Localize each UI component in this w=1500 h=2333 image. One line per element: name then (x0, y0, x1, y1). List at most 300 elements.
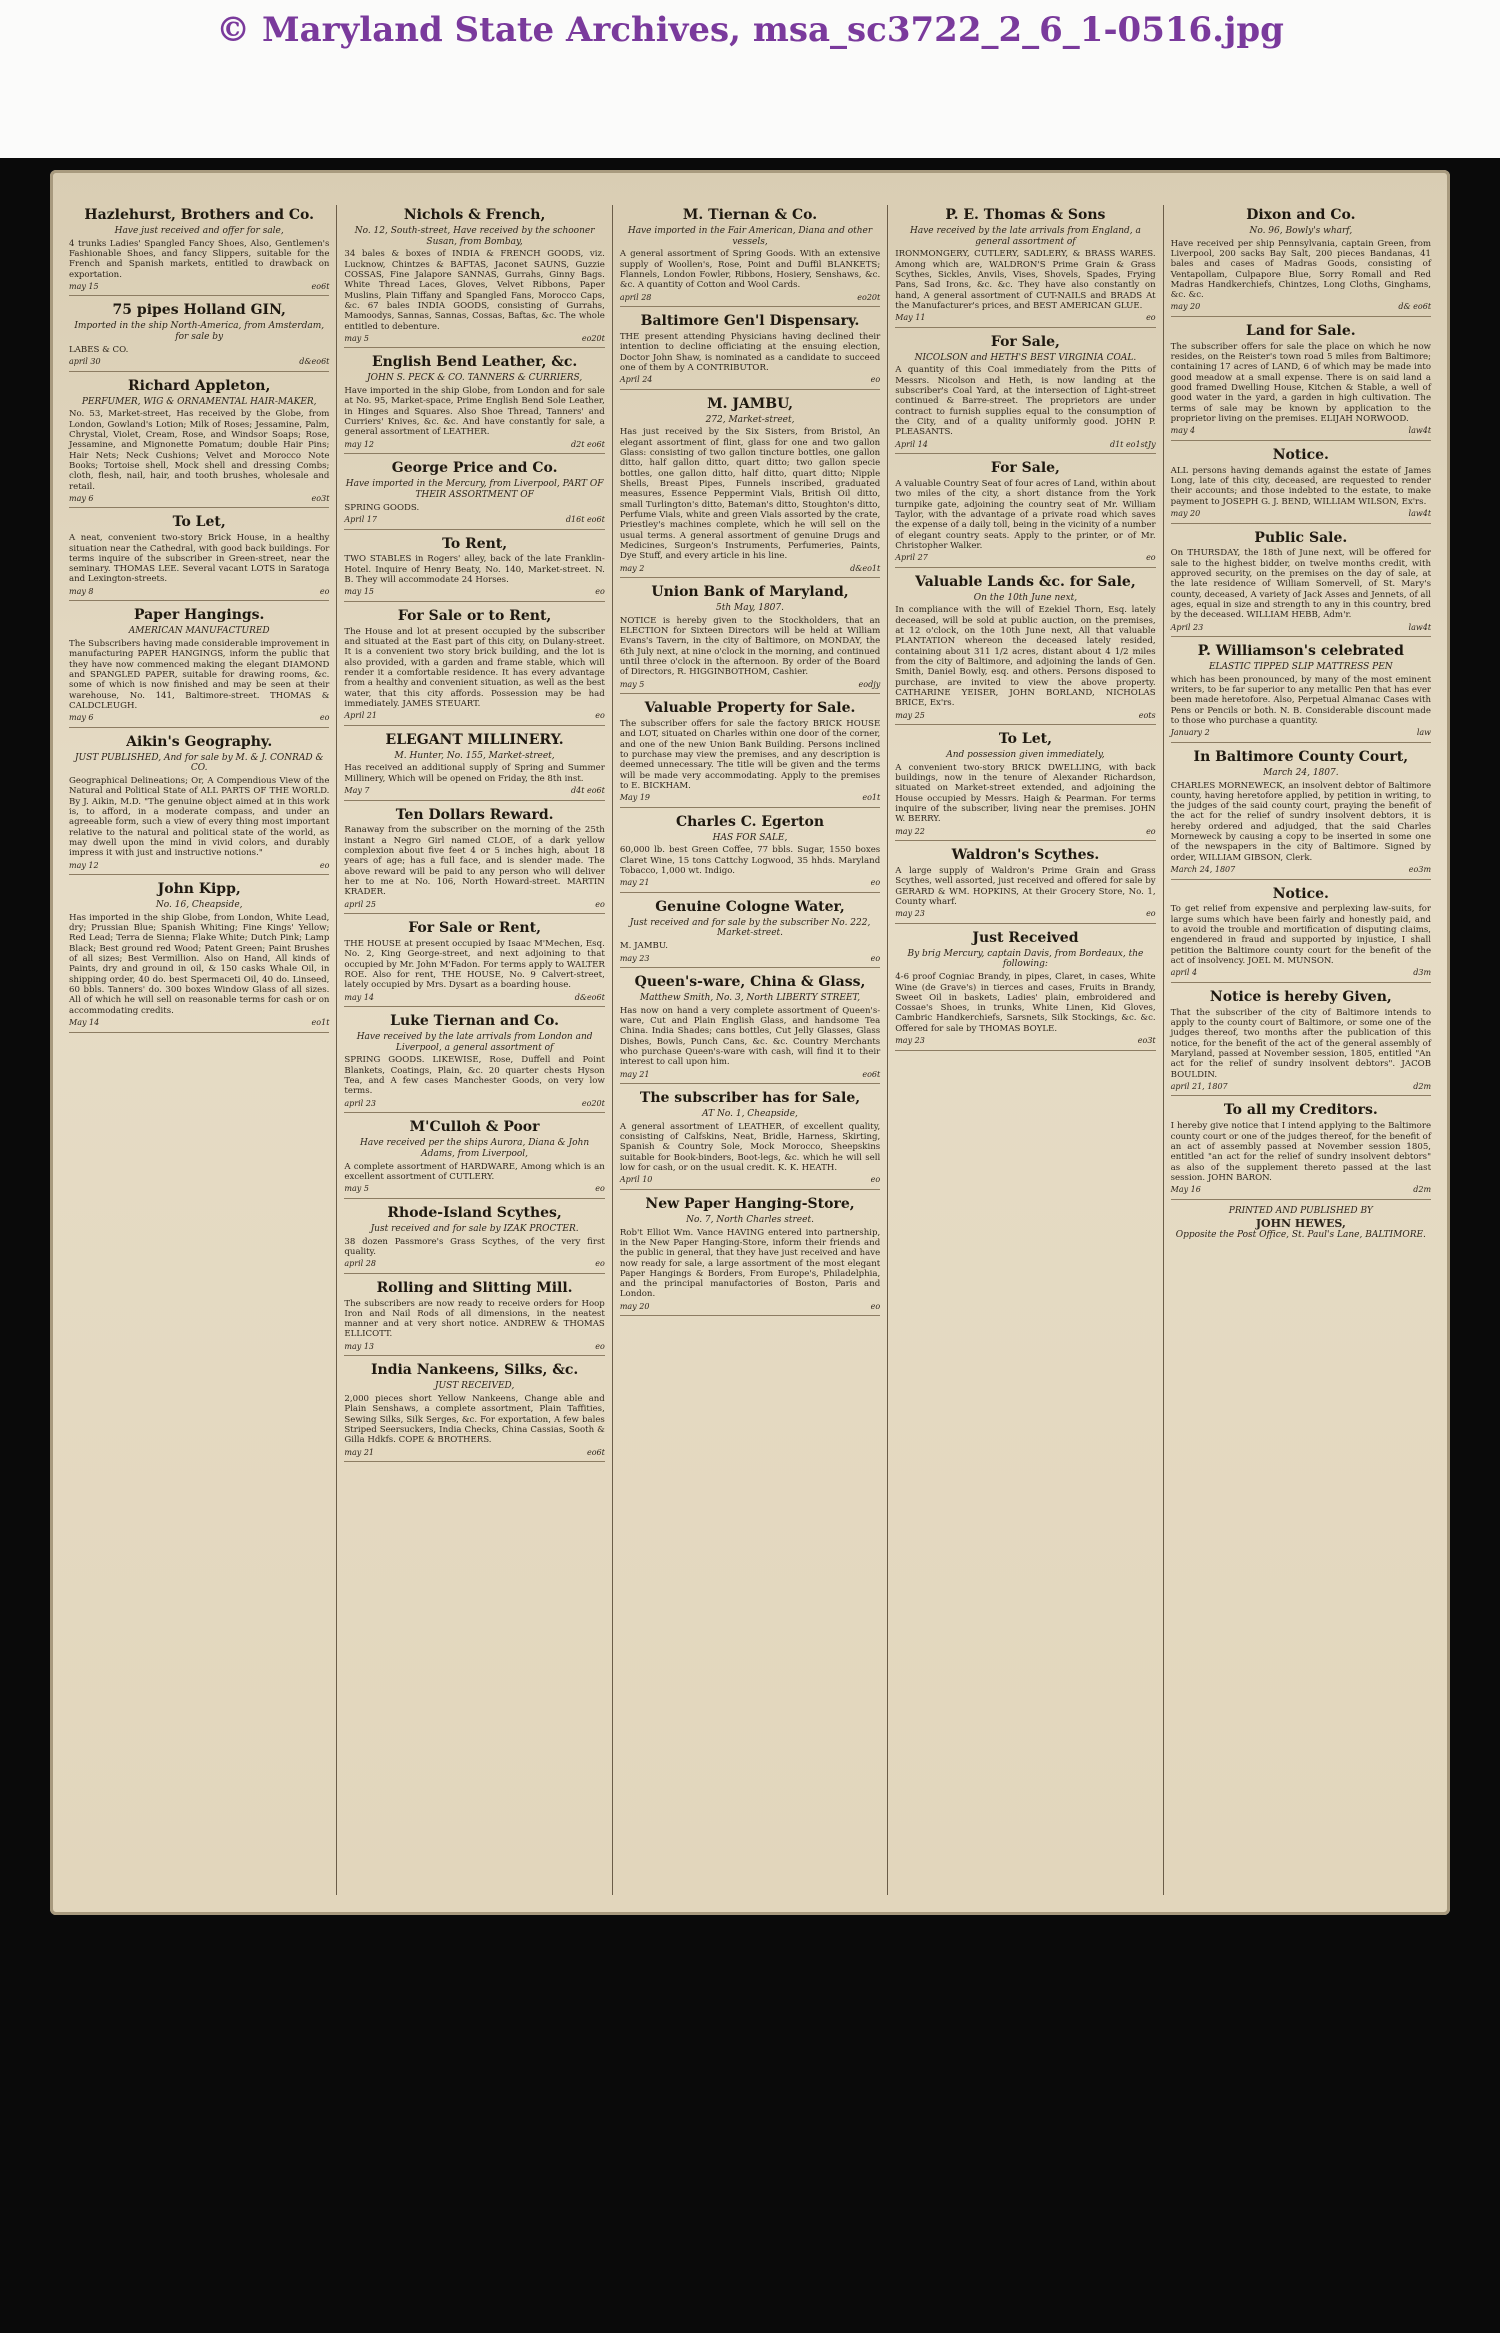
ad-date: may 5 (344, 333, 369, 343)
advertisement (895, 731, 1155, 841)
ad-code: eo (319, 586, 330, 596)
ad-title: Queen's-ware, China & Glass, (634, 974, 866, 991)
ad-title: India Nankeens, Silks, &c. (370, 1362, 579, 1379)
ad-subtitle: March 24, 1807. (1263, 767, 1339, 778)
ad-title: Valuable Lands &c. for Sale, (915, 573, 1136, 590)
ad-code: eo (595, 587, 605, 597)
ad-code: eo (319, 860, 330, 870)
ad-meta (1171, 1082, 1431, 1092)
ad-date: may 4 (1170, 426, 1196, 436)
ad-title: Just Received (972, 929, 1079, 946)
ad-body: A complete assortment of HARDWARE, Among which is an excellent assortment of CUTLERY. (344, 1161, 605, 1183)
ad-code: law4t (1408, 509, 1432, 518)
ad-date: april 28 (619, 292, 652, 302)
ad-code: eo3m (1408, 865, 1432, 875)
ad-meta (344, 1259, 604, 1269)
ad-code: eots (1138, 710, 1156, 720)
advertisement (1171, 749, 1431, 880)
ad-meta (1171, 426, 1431, 436)
advertisement (344, 1119, 604, 1199)
ad-title: To Let, (998, 731, 1052, 748)
advertisement (620, 1196, 880, 1316)
ad-code: eo (870, 953, 881, 963)
ad-title: Union Bank of Maryland, (651, 584, 849, 601)
ad-date: may 5 (344, 1184, 369, 1194)
ad-title: Rhode-Island Scythes, (387, 1204, 562, 1221)
ad-subtitle: Have received by the late arrivals from London and Liverpool, a general assortment of (356, 1031, 593, 1053)
ad-code: eo20t (581, 333, 605, 343)
ad-title: For Sale or Rent, (408, 920, 541, 937)
ad-body: A general assortment of Spring Goods. With an extensive supply of Woollen's, Rose, Point and Duffil BLANKETS; Flannels, London Fowler, Ribbons, Hosiery, Senshaws, &c. &c. A quantity of Cotton and Wool Cards. (619, 249, 881, 291)
ad-code: law4t (1408, 622, 1432, 632)
ad-body: 34 bales & boxes of INDIA & FRENCH GOODS, viz. Lucknow, Chintzes & BAFTAS, Jaconet SAUNS, Guzzie COSSAS, Fine Jalapore SANNAS, Gurrahs, Ginny Bags. White Thread Laces, Gloves, Velvet Ribbons, Paper Muslins, Plain Tiffany and Spangled Fans, Morocco Caps, &c. 67 bales INDIA GOODS, consisting of Gurrahs, Mamoodys, Sannas, Sannas, Cossas, Baftas, &c. The whole entitled to debenture. (344, 249, 605, 332)
ad-title: M'Culloh & Poor (409, 1119, 540, 1136)
ad-title: To all my Creditors. (1223, 1102, 1378, 1119)
newspaper-column-5 (1164, 205, 1438, 1895)
ad-meta (620, 793, 880, 803)
ad-subtitle: Imported in the ship North-America, from Amsterdam, for sale by (74, 321, 325, 343)
ad-meta (895, 440, 1155, 450)
ad-body: Ranaway from the subscriber on the morning of the 25th instant a Negro Girl named CLOE, of a dark yellow complexion about five feet 4 or 5 inches high, about 18 years of age; has a full face, and is slender made. The above reward will be paid to any person who will deliver her to me at No. 106, North Howard-street. MARTIN KRADER. (344, 825, 605, 898)
ad-subtitle: PERFUMER, WIG & ORNAMENTAL HAIR-MAKER, (81, 396, 317, 407)
ad-code: eo6t (586, 1447, 605, 1457)
advertisement (620, 700, 880, 808)
advertisement (895, 460, 1155, 568)
ad-body: In compliance with the will of Ezekiel Thorn, Esq. lately deceased, will be sold at public auction, on the premises, at 12 o'clock, on the 10th June next, All that valuable PLANTATION whereon the deceased lately resided, containing about 311 1/2 acres, distant about 4 1/2 miles from the city of Baltimore, and adjoining the lands of Gen. Smith, Daniel Bowly, esq. and others. Persons disposed to purchase, are invited to view the above property. CATHARINE YEISER, JOHN BORLAND, NICHOLAS BRICE, Ex'rs. (895, 605, 1156, 709)
ad-code: eo (595, 1341, 605, 1351)
ad-body: Rob't Elliot Wm. Vance HAVING entered into partnership, in the New Paper Hanging-Store, inform their friends and the public in general, that they have just received and have now ready for sale, a large assortment of the most elegant Paper Hangings & Borders, From Europe's, Philadelphia, and the principal manufactories of Boston, Paris and London. (619, 1227, 881, 1300)
ad-meta (1171, 302, 1431, 312)
ad-title: In Baltimore County Court, (1193, 748, 1409, 765)
ad-code: d&eo6t (574, 992, 605, 1002)
ad-meta (344, 1184, 604, 1194)
ad-subtitle: JUST PUBLISHED, And for sale by M. & J. CONRAD & CO. (74, 752, 324, 774)
ad-title: Hazlehurst, Brothers and Co. (84, 207, 314, 223)
advertisement (895, 847, 1155, 924)
ad-date: april 4 (1170, 968, 1198, 978)
ad-meta (344, 587, 604, 597)
advertisement (895, 334, 1155, 454)
ad-code: d3m (1413, 968, 1432, 978)
ad-title: The subscriber has for Sale, (639, 1090, 861, 1107)
ad-title: Public Sale. (1254, 529, 1348, 546)
ad-meta (620, 1302, 880, 1312)
ad-date: may 6 (69, 713, 94, 723)
ad-date: april 25 (344, 899, 376, 909)
advertisement (1171, 323, 1431, 441)
ad-meta (895, 1036, 1155, 1046)
ad-meta (69, 713, 329, 723)
ad-meta (344, 1099, 604, 1109)
ad-code: d4t eo6t (570, 785, 605, 795)
advertisement (620, 396, 880, 578)
ad-meta (620, 954, 880, 964)
ad-meta (344, 440, 604, 450)
ad-subtitle: AT No. 1, Cheapside, (702, 1109, 798, 1120)
ad-title: Valuable Property for Sale. (644, 700, 856, 717)
ad-date: may 21 (619, 878, 650, 888)
ad-body: TWO STABLES in Rogers' alley, back of the late Franklin-Hotel. Inquire of Henry Beaty, No. 140, Market-street. N. B. They will accommodate 24 Horses. (344, 554, 605, 585)
advertisement (344, 1013, 604, 1113)
ad-date: May 11 (895, 313, 926, 323)
ad-body: A general assortment of LEATHER, of excellent quality, consisting of Calfskins, Neat, Bridle, Harness, Skirting, Spanish & Country Sole, Mock Morocco, Sheepskins suitable for Book-binders, Boot-legs, &c. which he will sell low for cash, or on the usual credit. K. K. HEATH. (619, 1121, 881, 1174)
ad-code: d1t eo1stJy (1109, 439, 1156, 449)
advertisement (1171, 207, 1431, 317)
ad-subtitle: HAS FOR SALE, (712, 832, 788, 843)
ad-code: eo (1146, 909, 1156, 919)
ad-title: John Kipp, (157, 881, 241, 898)
ad-code: eo1t (862, 793, 881, 803)
ad-body: THE HOUSE at present occupied by Isaac M'Mechen, Esq. No. 2, King George-street, and next adjoining to that occupied by Mr. John M'Fadon. For terms apply to WALTER ROE. Also for rent, THE HOUSE, No. 9 Calvert-street, lately occupied by Mrs. Dysart as a boarding house. (344, 938, 605, 991)
ad-body: 60,000 lb. best Green Coffee, 77 bbls. Sugar, 1550 boxes Claret Wine, 15 tons Cattchy Logwood, 35 hhds. Maryland Tobacco, 1,000 wt. Indigo. (619, 845, 881, 876)
ad-date: april 28 (344, 1259, 376, 1269)
ad-title: Nichols & French, (403, 207, 546, 223)
ad-code: d&eo6t (299, 357, 330, 367)
ad-meta (1171, 865, 1431, 875)
ad-body: Has imported in the ship Globe, from London, White Lead, dry; Prussian Blue; Spanish Whiting; Fine Kings' Yellow; Red Lead; Terra de Sienna; Flake White; Dutch Pink; Lamp Black; Best ground red Wood; Patent Green; Paint Brushes of all sizes; Best Vermillion. Also on Hand, All kinds of Paints, dry and ground in oil, & 150 casks Whale Oil, in shipping order, 40 do. best Spermaceti Oil, 40 do. Linseed, 60 bbls. Tanners' do. 300 boxes Window Glass of all sizes. All of which he will sell on reasonable terms for cash or on accommodating credits. (69, 912, 330, 1016)
advertisement (344, 807, 604, 915)
ad-code: eo (595, 711, 605, 721)
ad-title: ELEGANT MILLINERY. (385, 731, 564, 748)
ad-date: May 16 (1170, 1185, 1201, 1195)
ad-body: Have imported in the ship Globe, from London and for sale at No. 95, Market-space, Prime English Bend Sole Leather, in Hinges and Squares. Also Shoe Thread, Tanners' and Curriers' Knives, &c. &c. And have constantly for sale, a general assortment of LEATHER. (344, 386, 605, 438)
ad-title: Luke Tiernan and Co. (390, 1013, 560, 1030)
ad-code: d2m (1413, 1185, 1432, 1195)
ad-date: April 14 (895, 439, 928, 449)
ad-code: d& eo6t (1398, 302, 1432, 312)
ad-date: may 15 (69, 281, 99, 291)
ad-meta (344, 993, 604, 1003)
ad-date: may 2 (619, 563, 645, 573)
ad-subtitle: JOHN S. PECK & CO. TANNERS & CURRIERS, (367, 373, 583, 384)
advertisement (620, 207, 880, 307)
ad-date: april 30 (69, 357, 101, 367)
ad-title: Charles C. Egerton (675, 813, 825, 830)
ad-code: eo6t (862, 1069, 881, 1079)
ad-code: eo (870, 375, 881, 385)
ad-date: may 20 (619, 1301, 650, 1311)
advertisement (344, 608, 604, 726)
ad-date: April 24 (619, 375, 653, 385)
advertisement (344, 1280, 604, 1357)
ad-title: P. E. Thomas & Sons (945, 207, 1106, 223)
ad-body: The subscribers are now ready to receive orders for Hoop Iron and Nail Rods of all dimensions, in the neatest manner and at very short notice. ANDREW & THOMAS ELLICOTT. (344, 1298, 605, 1340)
ad-body: The subscriber offers for sale the factory BRICK HOUSE and LOT, situated on Charles within one door of the corner, and one of the new Union Bank Building. Persons inclined to purchase may view the premises, and any description is deemed unnecessary. The title will be given and the terms will be made very accommodating. Apply to the premises to E. BICKHAM. (619, 718, 881, 791)
ad-code: eo (595, 1259, 605, 1269)
advertisement (895, 574, 1155, 725)
ad-subtitle: Just received and for sale by IZAK PROCTER. (370, 1223, 579, 1234)
ad-body: The House and lot at present occupied by the subscriber and situated at the East part of this city, on Dulany-street. It is a convenient two story brick building, and the lot is also provided, with a garden and frame stable, which will render it a comfortable residence. It has every advantage from a healthy and convenient situation, as well as the best water, that this city affords. Possession may be had immediately. JAMES STEUART. (344, 626, 605, 709)
ad-title: To Let, (172, 514, 226, 531)
ad-meta (344, 515, 604, 525)
ad-title: Aikin's Geography. (126, 733, 273, 750)
ad-date: May 14 (69, 1017, 100, 1027)
ad-subtitle: AMERICAN MANUFACTURED (128, 626, 270, 637)
advertisement (1171, 530, 1431, 638)
advertisement (1171, 989, 1431, 1097)
ad-date: April 23 (1170, 622, 1204, 632)
ad-body: A neat, convenient two-story Brick House, in a healthy situation near the Cathedral, with good back buildings. For terms inquire of the subscriber in Green-street, near the seminary. THOMAS LEE. Several vacant LOTS in Saratoga and Lexington-streets. (69, 533, 330, 585)
publisher-imprint (1171, 1206, 1431, 1241)
advertisement (69, 607, 329, 727)
ad-title: George Price and Co. (391, 460, 558, 477)
ad-date: may 25 (895, 710, 925, 720)
ad-meta (344, 1448, 604, 1458)
ad-code: eo (1146, 553, 1156, 563)
advertisement (344, 1362, 604, 1462)
ad-meta (344, 900, 604, 910)
advertisement (620, 313, 880, 390)
advertisement (344, 1205, 604, 1274)
ad-code: d&eo1t (850, 563, 881, 573)
ad-title: P. Williamson's celebrated (1197, 643, 1404, 660)
ad-code: eo (1146, 313, 1156, 323)
ad-code: eo3t (311, 493, 330, 503)
ad-meta (344, 1342, 604, 1352)
ad-body: That the subscriber of the city of Baltimore intends to apply to the county court of Baltimore, or some one of the judges thereof, two months after the publication of this notice, for the benefit of the act of the general assembly of Maryland, passed at November session, 1805, entitled "An act for the relief of sundry insolvent debtors". JACOB BOULDIN. (1170, 1007, 1432, 1080)
ad-title: Rolling and Slitting Mill. (376, 1279, 573, 1296)
advertisement (344, 354, 604, 454)
ad-meta (895, 313, 1155, 323)
ad-date: April 10 (619, 1175, 653, 1185)
advertisement (1171, 643, 1431, 743)
ad-code: law4t (1408, 426, 1432, 436)
ad-subtitle: 5th May, 1807. (716, 602, 784, 613)
ad-body: NOTICE is hereby given to the Stockholders, that an ELECTION for Sixteen Directors will be held at William Evans's Tavern, in the city of Baltimore, on MONDAY, the 6th July next, at nine o'clock in the morning, and continued until three o'clock in the afternoon. By order of the Board of Directors, R. HIGGINBOTHOM, Cashier. (619, 615, 881, 678)
ad-body: M. JAMBU. (619, 941, 669, 952)
advertisement (69, 207, 329, 296)
ad-title: For Sale or to Rent, (397, 607, 552, 624)
ad-body: On THURSDAY, the 18th of June next, will be offered for sale to the highest bidder, on twelve months credit, with approved security, on the premises on the day of sale, at the late residence of William Somervell, of St. Mary's county, deceased, A variety of Jack Asses and Jennets, of all ages, equal in size and strength to any in this country, bred by the deceased. WILLIAM HEBB, Adm'r. (1170, 548, 1432, 621)
ad-meta (69, 587, 329, 597)
ad-date: May 7 (344, 785, 370, 795)
ad-meta (620, 1070, 880, 1080)
ad-title: For Sale, (990, 333, 1060, 350)
advertisement (69, 881, 329, 1032)
ad-meta (69, 282, 329, 292)
ad-code: eo3t (1137, 1036, 1156, 1046)
newspaper-column-1 (62, 205, 337, 1895)
ad-subtitle: ELASTIC TIPPED SLIP MATTRESS PEN (1208, 661, 1393, 672)
ad-subtitle: Have imported in the Fair American, Diana and other vessels, (627, 225, 873, 247)
ad-date: may 23 (895, 1036, 925, 1046)
ad-meta (69, 1018, 329, 1028)
ad-body: I hereby give notice that I intend applying to the Baltimore county court or one of the judges thereof, for the benefit of an act of assembly passed at November session 1805, entitled "an act for the relief of sundry insolvent debtors" as also of the supplement thereto passed at the last session. JOHN BARON. (1170, 1121, 1432, 1183)
archive-banner: © Maryland State Archives, msa_sc3722_2_6_1-0516.jpg (216, 10, 1284, 50)
ad-title: For Sale, (990, 460, 1060, 477)
ad-meta (1171, 509, 1431, 519)
ad-title: To Rent, (442, 535, 508, 552)
imprint-line1: PRINTED AND PUBLISHED BY (1228, 1205, 1373, 1216)
ad-subtitle: On the 10th June next, (973, 592, 1078, 603)
ad-subtitle: No. 96, Bowly's wharf, (1249, 225, 1353, 236)
ad-title: Genuine Cologne Water, (655, 898, 845, 915)
ad-code: eo1t (311, 1017, 330, 1027)
ad-code: eo (595, 899, 605, 909)
advertisement (344, 732, 604, 801)
ad-subtitle: No. 7, North Charles street. (686, 1214, 814, 1225)
newspaper-column-2 (337, 205, 612, 1895)
ad-date: March 24, 1807 (1170, 865, 1236, 875)
ad-meta (344, 334, 604, 344)
advertisement (344, 207, 604, 348)
ad-code: eo20t (857, 292, 881, 302)
ad-body: Geographical Delineations; Or, A Compendious View of the Natural and Political State of ALL PARTS OF THE WORLD. By J. Aikin, M.D. "The genuine object aimed at in this work is, to afford, in a moderate compass, and under an agreeable form, such a view of every thing most important relative to the natural and political state of the world, as may dwell upon the mind in vivid colors, and durably impress it with just and instructive notions." (69, 776, 330, 859)
advertisement (1171, 447, 1431, 524)
ad-body: Has now on hand a very complete assortment of Queen's-ware, Cut and Plain English Glass, and handsome Tea China. India Shades; cans bottles, Cut Jelly Glasses, Glass Dishes, Bowls, Punch Cans, &c. &c. Country Merchants who purchase Queen's-ware with cash, will find it to their interest to call upon him. (619, 1005, 881, 1068)
ad-meta (620, 293, 880, 303)
ad-date: may 21 (619, 1069, 650, 1079)
ad-code: d16t eo6t (565, 514, 605, 524)
advertisement (895, 207, 1155, 328)
ad-code: eo (870, 878, 881, 888)
ad-title: Baltimore Gen'l Dispensary. (640, 313, 860, 330)
ad-meta (344, 711, 604, 721)
ad-body: LABES & CO. (69, 344, 129, 355)
ad-body: To get relief from expensive and perplexing law-suits, for large sums which have been fairly and honestly paid, and to avoid the trouble and mortification of disputing claims, engendered in fraud and supported by injustice, I shall petition the Baltimore county court for the benefit of the act of insolvency. JOEL M. MUNSON. (1170, 904, 1432, 966)
ad-code: d2t eo6t (570, 439, 605, 449)
ad-body: The subscriber offers for sale the place on which he now resides, on the Reister's town road 5 miles from Baltimore; containing 17 acres of LAND, 6 of which may be made into good meadow at a small expense. There is on said land a good framed Dwelling House, Kitchen & Stable, a well of good water in the yard, a garden in high cultivation. The terms of sale may be known by application to the proprietor living on the premises. ELIJAH NORWOOD. (1170, 341, 1432, 425)
advertisement (69, 514, 329, 601)
ad-subtitle: Just received and for sale by the subscriber No. 222, Market-street. (629, 917, 871, 939)
ad-title: Waldron's Scythes. (951, 847, 1100, 864)
ad-subtitle: M. Hunter, No. 155, Market-street, (394, 750, 555, 761)
advertisement (1171, 886, 1431, 983)
ad-code: eodjy (858, 679, 881, 689)
ad-date: may 8 (69, 586, 94, 596)
advertisement (69, 378, 329, 509)
ad-date: may 23 (895, 909, 925, 919)
ad-code: eo6t (311, 281, 330, 291)
ad-body: SPRING GOODS. LIKEWISE, Rose, Duffell and Point Blankets, Coatings, Plain, &c. 20 quarter chests Hyson Tea, and A few cases Manchester Goods, on very low terms. (344, 1055, 605, 1097)
ad-code: eo (870, 1301, 881, 1311)
ad-date: January 2 (1170, 728, 1210, 738)
ad-body: Has just received by the Six Sisters, from Bristol, An elegant assortment of flint, glass for one and two gallon Glass: consisting of two gallon tincture bottles, one gallon ditto, half gallon ditto, quart ditto; two gallon specie bottles, one gallon ditto, half ditto, quart ditto; Nipple Shells, Breast Pipes, Funnels inscribed, graduated measures, Essence Peppermint Vials, British Oil ditto, small Turlington's ditto, Bateman's ditto, Stoughton's ditto, Perfume Vials, white and green Vials assorted by the crate, Priestley's machines complete, which he will sell on the usual terms. A general assortment of genuine Drugs and Medicines, Surgeon's Instruments, Perfumeries, Paints, Dye Stuff, and every article in his line. (619, 427, 881, 562)
ad-body: ALL persons having demands against the estate of James Long, late of this city, deceased, are requested to render their accounts; and those indebted to the estate, to make payment to JOSEPH G. J. BEND, WILLIAM WILSON, Ex'rs. (1170, 465, 1432, 507)
ad-code: eo (870, 1175, 881, 1185)
ad-body: CHARLES MORNEWECK, an insolvent debtor of Baltimore county, having heretofore applied, by petition in writing, to the judges of the said county court, praying the benefit of the act for the relief of sundry insolvent debtors, it is hereby ordered and adjudged, that the said Charles Morneweck by causing a copy to be inserted in some one of the newspapers in the city of Baltimore. Signed by order, WILLIAM GIBSON, Clerk. (1170, 780, 1432, 863)
ad-code: eo (319, 713, 330, 723)
ad-date: may 20 (1170, 302, 1201, 312)
newspaper-column-4 (888, 205, 1163, 1895)
ad-date: may 12 (344, 439, 375, 449)
ad-date: may 12 (69, 860, 99, 870)
advertisement (344, 460, 604, 529)
advertisement (1171, 1102, 1431, 1199)
ad-title: English Bend Leather, &c. (371, 354, 578, 371)
ad-meta (895, 553, 1155, 563)
ad-meta (620, 1175, 880, 1185)
ad-meta (1171, 968, 1431, 978)
advertisement (620, 899, 880, 968)
ad-date: may 22 (895, 826, 925, 836)
ad-meta (895, 711, 1155, 721)
ad-date: may 23 (619, 953, 650, 963)
ad-body: No. 53, Market-street, Has received by the Globe, from London, Gowland's Lotion; Milk of Roses; Jessamine, Palm, Chrystal, Violet, Cream, Rose, and Windsor Soaps; Rose, Jessamine, and Mignonette Pomatum; double Hair Pins; Hair Nets; Neck Cushions; Velvet and Morocco Note Books; Tortoise shell, Mock shell and dressing Combs; cloth, flesh, nail, hair, and tooth brushes, wholesale and retail. (69, 409, 330, 492)
ad-meta (620, 564, 880, 574)
ad-body: A quantity of this Coal immediately from the Pitts of Messrs. Nicolson and Heth, is now landing at the subscriber's Coal Yard, at the intersection of Light-street continued & Barre-street. The proprietors are under contract to furnish supplies equal to the consumption of the City, and of a quality uniformly good. JOHN P. PLEASANTS. (895, 365, 1156, 438)
ad-body: 4 trunks Ladies' Spangled Fancy Shoes, Also, Gentlemen's Fashionable Shoes, and fancy Slippers, suitable for the French and Spanish markets, entitled to drawback on exportation. (69, 238, 330, 280)
ad-body: The Subscribers having made considerable improvement in manufacturing PAPER HANGINGS, inform the public that they have now commenced making the elegant DIAMOND and SPANGLED PAPER, suitable for drawing rooms, &c. some of which is now finished and may be seen at their warehouse, No. 141, Baltimore-street. THOMAS & CALDCLEUGH. (69, 638, 330, 711)
ad-subtitle: 272, Market-street, (705, 414, 795, 425)
ad-meta (1171, 623, 1431, 633)
ad-date: may 5 (619, 679, 645, 689)
ad-date: May 19 (619, 793, 651, 803)
ad-body: A large supply of Waldron's Prime Grain and Grass Scythes, well assorted, just received and offered for sale by GERARD & WM. HOPKINS, At their Grocery Store, No. 1, County wharf. (895, 865, 1156, 907)
ad-date: April 21 (344, 711, 377, 721)
advertisement (69, 734, 329, 875)
ad-body: A convenient two-story BRICK DWELLING, with back buildings, now in the tenure of Alexander Richardson, situated on Market-street extended, and adjoining the House occupied by Messrs. Haigh & Pearman. For terms inquire of the subscriber, living near the premises. JOHN W. BERRY. (895, 762, 1156, 825)
ad-title: Notice. (1272, 446, 1329, 463)
ad-subtitle: Have just received and offer for sale, (114, 225, 284, 236)
ad-subtitle: NICOLSON and HETH'S BEST VIRGINIA COAL. (914, 352, 1137, 363)
ad-code: law (1416, 728, 1432, 738)
ad-title: New Paper Hanging-Store, (645, 1196, 855, 1212)
ad-date: may 20 (1170, 509, 1201, 518)
advertisement (620, 1090, 880, 1190)
imprint-line2: JOHN HEWES, (1255, 1216, 1346, 1230)
ad-body: Has received an additional supply of Spring and Summer Millinery, Which will be opened on Friday, the 8th inst. (344, 763, 605, 784)
ad-meta (69, 861, 329, 871)
ad-title: Richard Appleton, (128, 377, 271, 394)
ad-meta (895, 827, 1155, 837)
ad-meta (344, 786, 604, 796)
ad-meta (895, 909, 1155, 919)
advertisement (620, 974, 880, 1084)
advertisement (344, 920, 604, 1007)
ad-code: d2m (1413, 1081, 1432, 1091)
ad-body: IRONMONGERY, CUTLERY, SADLERY, & BRASS WARES. Among which are, WALDRON'S Prime Grain & Grass Scythes, Sickles, Anvils, Vises, Shovels, Spades, Frying Pans, Sad Irons, &c. &c. They have also constantly on hand, A general assortment of CUT-NAILS and BRADS At the Manufacturer's prices, and BEST AMERICAN GLUE. (895, 249, 1156, 311)
ad-subtitle: Have received per the ships Aurora, Diana & John Adams, from Liverpool, (360, 1138, 590, 1159)
ad-meta (620, 878, 880, 888)
ad-body: 38 dozen Passmore's Grass Scythes, of the very first quality. (344, 1236, 605, 1257)
ad-body: SPRING GOODS. (344, 502, 420, 513)
ad-title: 75 pipes Holland GIN, (112, 302, 286, 319)
ad-body: which has been pronounced, by many of the most eminent writers, to be far superior to any metallic Pen that has ever been made heretofore. Also, Perpetual Almanac Cases with Pens or Pencils or both. N. B. Considerable discount made to those who purchase a quantity. (1170, 674, 1432, 727)
ad-code: eo20t (581, 1098, 605, 1108)
ad-body: 4-6 proof Cogniac Brandy, in pipes, Claret, in cases, White Wine (de Grave's) in tierces and cases, Fruits in Brandy, Sweet Oil in baskets, Ladies' plain, embroidered and Cossae's Shoes, in trunks, White Linen, Kid Gloves, Cambric Handkerchiefs, Sarsnets, Silk Stockings, &c. &c. Offered for sale by THOMAS BOYLE. (895, 972, 1156, 1034)
ad-date: April 17 (344, 514, 377, 524)
ad-title: M. JAMBU, (707, 395, 793, 412)
ad-body: THE present attending Physicians having declined their intention to decline officiating at the ensuing election, Doctor John Shaw, is nominated as a candidate to succeed one of them by A CONTRIBUTOR. (619, 332, 881, 373)
ad-subtitle: Have received by the late arrivals from England, a general assortment of (909, 225, 1141, 247)
ad-title: Dixon and Co. (1246, 207, 1356, 223)
ad-title: Land for Sale. (1246, 323, 1356, 340)
ad-meta (69, 494, 329, 504)
ad-title: Ten Dollars Reward. (395, 806, 554, 823)
ad-date: may 15 (344, 587, 375, 597)
ad-subtitle: Matthew Smith, No. 3, North LIBERTY STREET, (639, 992, 861, 1003)
ad-meta (620, 680, 880, 690)
ad-date: April 27 (895, 553, 928, 563)
ad-subtitle: And possession given immediately, (946, 749, 1105, 760)
advertisement (620, 584, 880, 694)
ad-body: Have received per ship Pennsylvania, captain Green, from Liverpool, 200 sacks Bay Salt, 200 pieces Bandanas, 41 bales and cases of Madras Goods, consisting of Ventapollam, Culpapore Blue, Sorry Romall and Red Madras Handkerchiefs, Chintzes, Long Cloths, Ginghams, &c. &c. (1170, 238, 1432, 301)
ad-meta (1171, 1185, 1431, 1195)
ad-code: eo (595, 1184, 605, 1194)
ad-date: may 14 (344, 992, 375, 1002)
advertisement (895, 930, 1155, 1051)
newspaper-columns (62, 205, 1438, 1895)
ad-body: A valuable Country Seat of four acres of Land, within about two miles of the city, a short distance from the York turnpike gate, adjoining the country seat of Mr. William Taylor, with the advantage of a private road which saves the expense of a daily toll, being in the vicinity of a number of elegant country seats. Apply to the printer, or of Mr. Christopher Walker. (895, 479, 1156, 551)
ad-meta (1171, 728, 1431, 738)
ad-title: Notice. (1272, 885, 1329, 902)
ad-subtitle: Have imported in the Mercury, from Liverpool, PART OF THEIR ASSORTMENT OF (345, 479, 604, 500)
ad-subtitle: No. 16, Cheapside, (155, 900, 243, 911)
ad-date: april 23 (344, 1098, 376, 1108)
ad-subtitle: JUST RECEIVED, (434, 1381, 515, 1392)
ad-date: may 21 (344, 1447, 375, 1457)
